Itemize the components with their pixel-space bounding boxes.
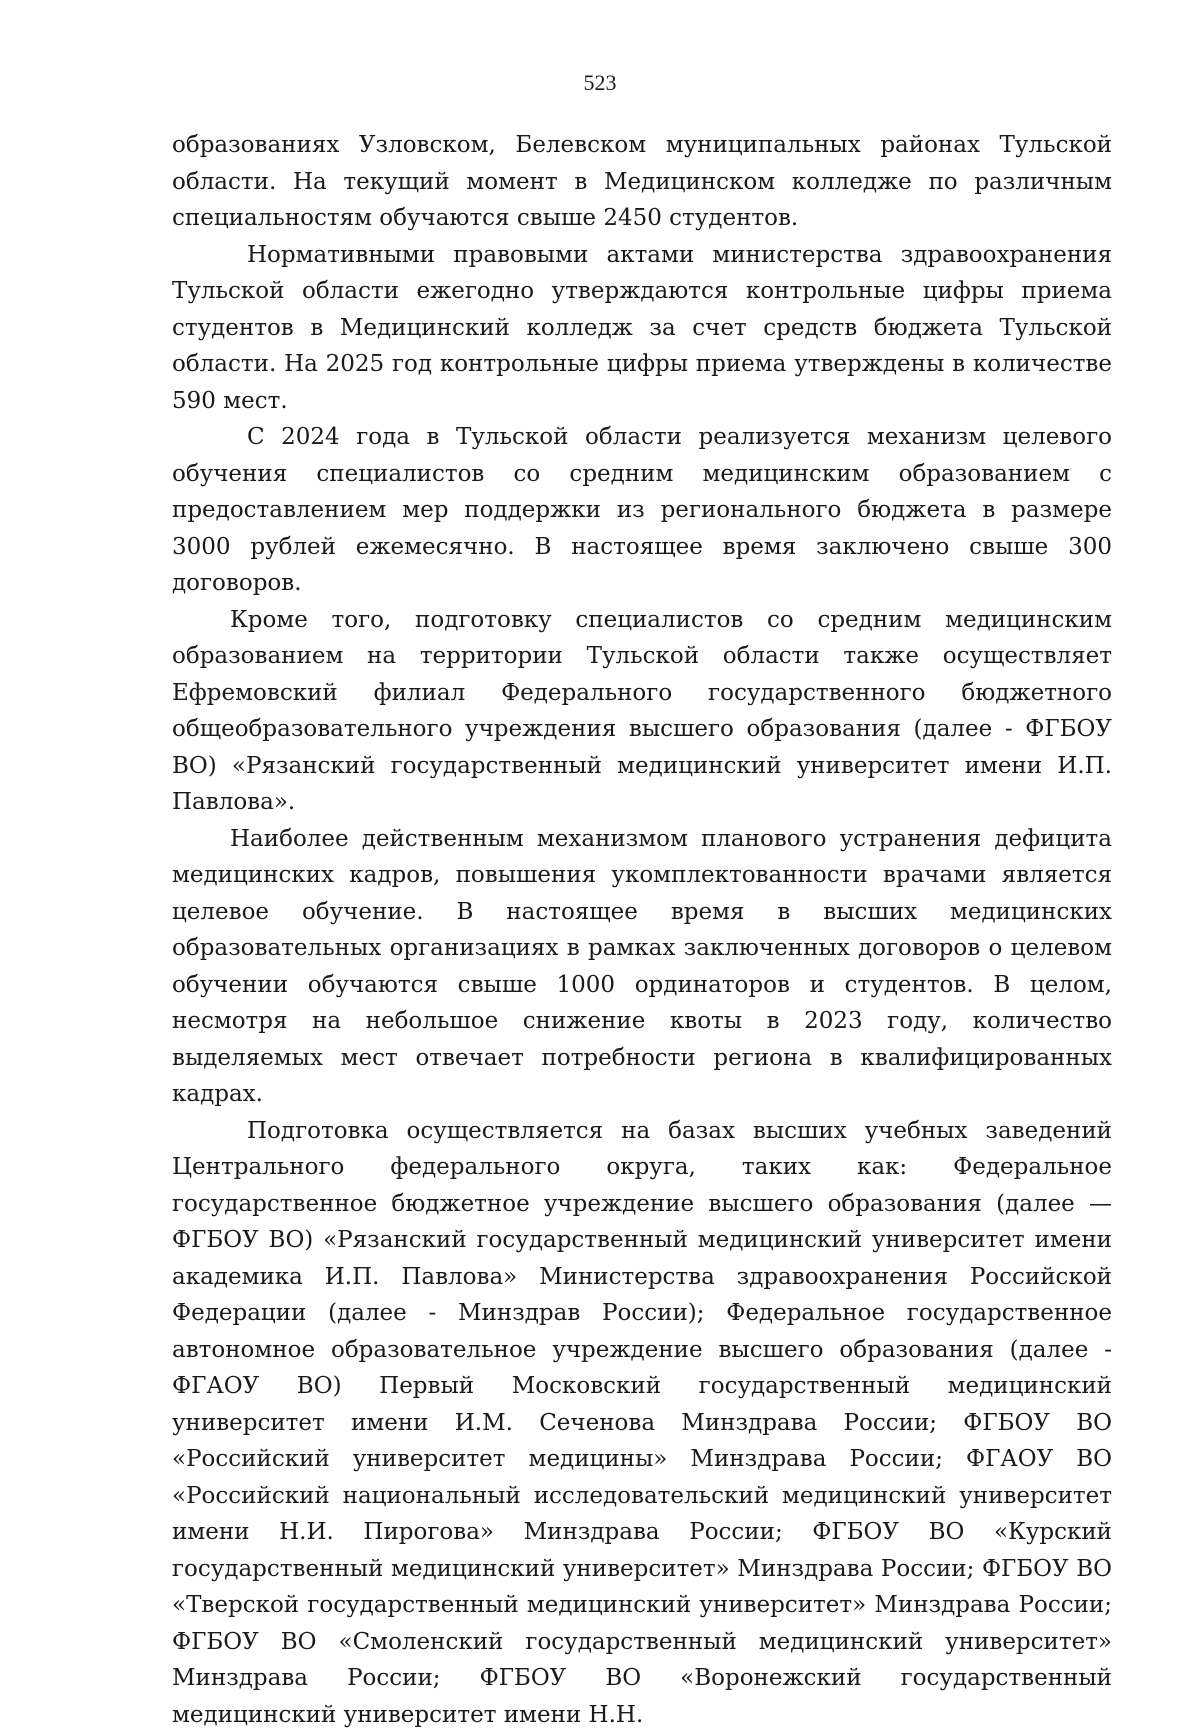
page-number: 523 — [0, 70, 1200, 96]
paragraph-2: Нормативными правовыми актами министерства здравоохранения Тульской области ежегодно утверждаются контрольные цифры приема студентов в Медицинский колледж за счет средств бюджета Тульской области. На 2025 год контрольные цифры приема утверждены в количестве 590 мест. — [172, 237, 1112, 420]
paragraph-4: Кроме того, подготовку специалистов со средним медицинским образованием на территории Тульской области также осуществляет Ефремовский филиал Федерального государственного бюджетного общеобразовательного учреждения высшего образования (далее - ФГБОУ ВО) «Рязанский государственный медицинский университет имени И.П. Павлова». — [172, 602, 1112, 821]
paragraph-3: С 2024 года в Тульской области реализуется механизм целевого обучения специалистов со средним медицинским образованием с предоставлением мер поддержки из регионального бюджета в размере 3000 рублей ежемесячно. В настоящее время заключено свыше 300 договоров. — [172, 419, 1112, 602]
paragraph-5: Наиболее действенным механизмом планового устранения дефицита медицинских кадров, повышения укомплектованности врачами является целевое обучение. В настоящее время в высших медицинских образовательных организациях в рамках заключенных договоров о целевом обучении обучаются свыше 1000 ординаторов и студентов. В целом, несмотря на небольшое снижение квоты в 2023 году, количество выделяемых мест отвечает потребности региона в квалифицированных кадрах. — [172, 821, 1112, 1113]
paragraph-6: Подготовка осуществляется на базах высших учебных заведений Центрального федерального округа, таких как: Федеральное государственное бюджетное учреждение высшего образования (далее — ФГБОУ ВО) «Рязанский государственный медицинский университет имени академика И.П. Павлова» Министерства здравоохранения Российской Федерации (далее - Минздрав России); Федеральное государственное автономное образовательное учреждение высшего образования (далее - ФГАОУ ВО) Первый Московский государственный медицинский университет имени И.М. Сеченова Минздрава России; ФГБОУ ВО «Российский университет медицины» Минздрава России; ФГАОУ ВО «Российский национальный исследовательский медицинский университет имени Н.И. Пирогова» Минздрава России; ФГБОУ ВО «Курский государственный медицинский университет» Минздрава России; ФГБОУ ВО «Тверской государственный медицинский университет» Минздрава России; ФГБОУ ВО «Смоленский государственный медицинский университет» Минздрава России; ФГБОУ ВО «Воронежский государственный медицинский университет имени Н.Н. — [172, 1113, 1112, 1733]
document-body — [172, 127, 1112, 1733]
paragraph-1: образованиях Узловском, Белевском муниципальных районах Тульской области. На текущий момент в Медицинском колледже по различным специальностям обучаются свыше 2450 студентов. — [172, 127, 1112, 237]
